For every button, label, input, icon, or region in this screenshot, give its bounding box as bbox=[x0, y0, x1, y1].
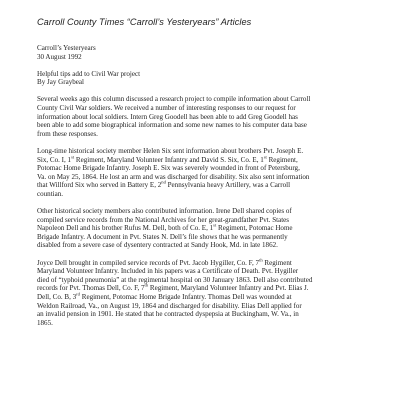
paragraph-3: Other historical society members also contributed information. Irene Dell shared copies of compiled service records from the National Archives for her great-grandfather Pvt. States Napoleon Dell and his brother Rufus M. Dell, both of Co. E, 1st Regiment, Potomac Home Brigade Infantry. A document in Pvt. States N. Dell’s file shows that he was permanently disabled from a severe case of dysentery contracted at Sandy Hook, Md. in late 1862. bbox=[37, 207, 293, 250]
article-author: By Jay Graybeal bbox=[37, 78, 84, 87]
article-date: 30 August 1992 bbox=[37, 52, 82, 61]
ordinal-suffix: st bbox=[71, 154, 75, 160]
paragraph-1: Several weeks ago this column discussed a research project to compile information about Carroll County Civil War soldiers. We received a number of interesting responses to our request for information about local soldiers. Intern Greg Goodell has been able to add Greg Goodell has been able to add some biographical information and some new names to his computer data base from these responses. bbox=[37, 95, 311, 138]
ordinal-suffix: th bbox=[259, 257, 263, 263]
article-meta bbox=[37, 44, 390, 61]
article-byline bbox=[37, 70, 390, 87]
ordinal-suffix: st bbox=[213, 222, 217, 228]
column-name: Carroll’s Yesteryears bbox=[37, 44, 96, 52]
ordinal-suffix: rd bbox=[76, 291, 80, 297]
document-header: Carroll County Times “Carroll’s Yesteryears” Articles bbox=[37, 17, 252, 27]
paragraph-2: Long-time historical society member Helen Six sent information about brothers Pvt. Joseph E. Six, Co. I, 1st Regiment, Maryland Volunteer Infantry and David S. Six, Co. E, 1st Regiment, Potomac Home Brigade Infantry. Joseph E. Six was severely wounded in front of Petersburg, Va. on May 25, 1864. He lost an arm and was discharged for disability. Six also sent information that Willford Six who served in Battery E, 2nd Pennsylvania heavy Artillery, was a Carroll countian. bbox=[37, 146, 310, 198]
article-headline: Helpful tips add to Civil War project bbox=[37, 69, 141, 78]
ordinal-suffix: nd bbox=[161, 179, 166, 185]
ordinal-suffix: th bbox=[144, 283, 149, 289]
paragraph-4: Joyce Dell brought in compiled service records of Pvt. Jacob Hygiller, Co. F, 7th Regiment Maryland Volunteer Infantry. Included in his papers was a Certificate of Death. Pvt. Hygiller died of “typhoid pneumonia” at the regimental hospital on 30 January 1863. Dell also contributed records for Pvt. Thomas Dell, Co. F, 7th Regiment, Maryland Volunteer Infantry and Pvt. Elias J. Dell, Co. B, 3rd Regiment, Potomac Home Brigade Infantry. Thomas Dell was wounded at Weldon Railroad, Va., on August 19, 1864 and discharged for disability. Elias Dell applied for an invalid pension in 1901. He stated that he contracted dyspepsia at Buckingham, W. Va., in 1865. bbox=[37, 257, 313, 327]
ordinal-suffix: st bbox=[263, 154, 267, 160]
